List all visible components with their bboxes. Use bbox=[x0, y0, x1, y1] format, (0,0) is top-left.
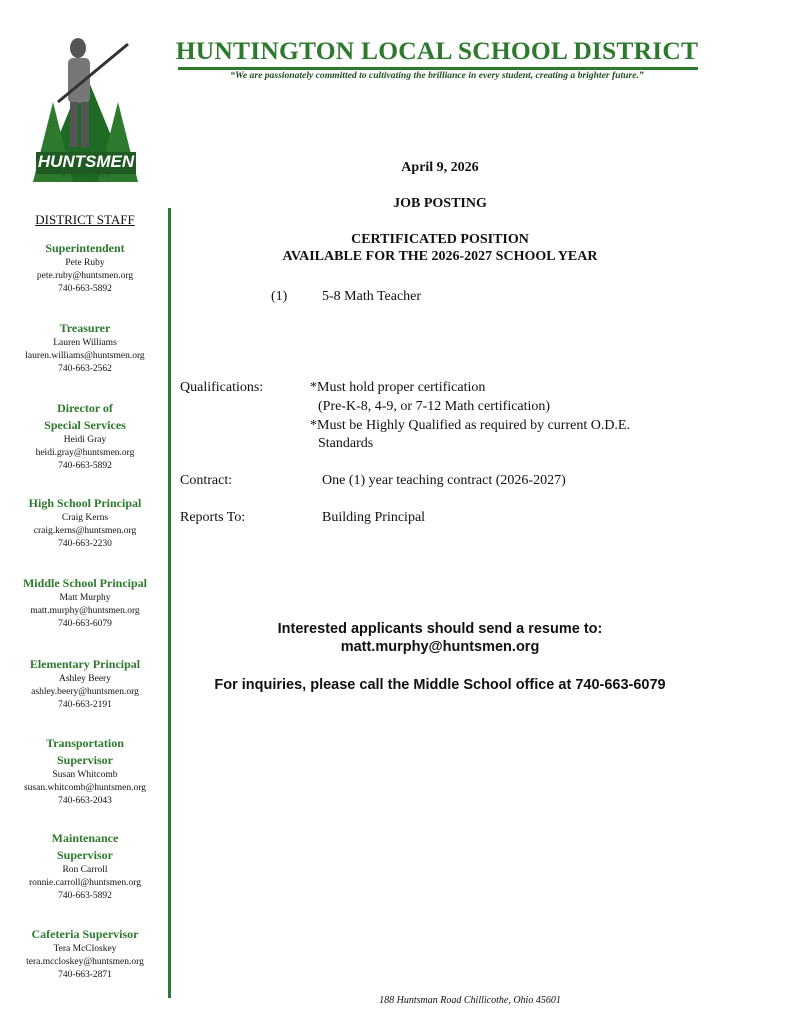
staff-phone: 740-663-5892 bbox=[58, 461, 112, 471]
huntsmen-logo bbox=[28, 32, 143, 192]
apply-instructions: Interested applicants should send a resume to: bbox=[277, 621, 603, 637]
staff-name: Ashley Beery bbox=[59, 674, 111, 684]
staff-title: High School Principal bbox=[28, 496, 142, 510]
position-title: 5-8 Math Teacher bbox=[322, 289, 422, 304]
staff-entry bbox=[0, 656, 170, 712]
staff-title: Elementary Principal bbox=[29, 657, 141, 671]
qualification-line: *Must be Highly Qualified as required by current O.D.E. bbox=[310, 418, 630, 433]
staff-email[interactable]: heidi.gray@huntsmen.org bbox=[35, 448, 135, 458]
staff-phone: 740-663-2191 bbox=[58, 700, 112, 710]
staff-entry bbox=[0, 400, 170, 473]
staff-title: Transportation bbox=[46, 736, 124, 750]
staff-email[interactable]: lauren.williams@huntsmen.org bbox=[25, 351, 145, 361]
district-title: HUNTINGTON LOCAL SCHOOL DISTRICT bbox=[175, 36, 699, 65]
contract-label: Contract: bbox=[180, 473, 233, 488]
qualifications-label: Qualifications: bbox=[180, 380, 264, 395]
staff-entry bbox=[0, 735, 170, 808]
staff-name: Heidi Gray bbox=[63, 435, 107, 445]
staff-entry bbox=[0, 830, 170, 903]
staff-title: Cafeteria Supervisor bbox=[31, 927, 139, 941]
staff-entry bbox=[0, 240, 170, 296]
staff-entry bbox=[0, 575, 170, 631]
staff-title: Middle School Principal bbox=[22, 576, 147, 590]
position-count: (1) bbox=[271, 289, 288, 304]
footer-address: 188 Huntsman Road Chillicothe, Ohio 45601 bbox=[379, 995, 561, 1006]
staff-title: Superintendent bbox=[45, 241, 125, 255]
staff-name: Ron Carroll bbox=[62, 865, 108, 875]
logo-subtext: HUNTINGTON bbox=[61, 173, 111, 179]
reports-value: Building Principal bbox=[322, 510, 426, 525]
staff-email[interactable]: ronnie.carroll@huntsmen.org bbox=[29, 878, 141, 888]
staff-title: Supervisor bbox=[56, 848, 113, 862]
staff-phone: 740-663-2562 bbox=[58, 364, 112, 374]
posting-heading: JOB POSTING bbox=[393, 196, 487, 211]
staff-phone: 740-663-2043 bbox=[58, 796, 112, 806]
staff-entry bbox=[0, 926, 170, 982]
reports-label: Reports To: bbox=[180, 510, 246, 525]
qualification-line: *Must hold proper certification bbox=[310, 380, 486, 395]
posting-date: April 9, 2026 bbox=[401, 160, 479, 175]
staff-email[interactable]: pete.ruby@huntsmen.org bbox=[36, 271, 134, 281]
staff-name: Craig Kerns bbox=[61, 513, 109, 523]
position-type: CERTIFICATED POSITION bbox=[351, 232, 529, 247]
tagline: “We are passionately committed to cultivating the brilliance in every student, creating a brighter future.” bbox=[230, 70, 644, 81]
staff-phone: 740-663-6079 bbox=[58, 619, 112, 629]
staff-title: Special Services bbox=[44, 418, 126, 432]
staff-email[interactable]: craig.kerns@huntsmen.org bbox=[33, 526, 137, 536]
staff-name: Matt Murphy bbox=[59, 593, 111, 603]
staff-phone: 740-663-5892 bbox=[58, 891, 112, 901]
district-staff-heading: DISTRICT STAFF bbox=[35, 212, 135, 227]
staff-title: Maintenance bbox=[51, 831, 119, 845]
staff-title: Treasurer bbox=[59, 321, 111, 335]
apply-email[interactable]: matt.murphy@huntsmen.org bbox=[340, 639, 540, 655]
staff-email[interactable]: tera.mccloskey@huntsmen.org bbox=[26, 957, 144, 967]
staff-email[interactable]: ashley.beery@huntsmen.org bbox=[31, 687, 139, 697]
staff-name: Pete Ruby bbox=[65, 258, 105, 268]
staff-email[interactable]: susan.whitcomb@huntsmen.org bbox=[23, 783, 147, 793]
staff-title: Director of bbox=[57, 401, 113, 415]
staff-name: Lauren Williams bbox=[53, 338, 117, 348]
qualification-line: Standards bbox=[318, 436, 374, 451]
staff-title: Supervisor bbox=[56, 753, 113, 767]
school-year: AVAILABLE FOR THE 2026-2027 SCHOOL YEAR bbox=[282, 249, 598, 264]
staff-phone: 740-663-2230 bbox=[58, 539, 112, 549]
staff-phone: 740-663-5892 bbox=[58, 284, 112, 294]
staff-phone: 740-663-2871 bbox=[58, 970, 112, 980]
qualification-line: (Pre-K-8, 4-9, or 7-12 Math certification) bbox=[318, 399, 551, 414]
staff-entry bbox=[0, 320, 170, 376]
staff-entry bbox=[0, 495, 170, 551]
inquiries-text: For inquiries, please call the Middle School office at 740-663-6079 bbox=[214, 677, 666, 693]
contract-value: One (1) year teaching contract (2026-2027) bbox=[322, 473, 566, 488]
staff-name: Tera McCloskey bbox=[53, 944, 117, 954]
logo-text: HUNTSMEN bbox=[37, 152, 135, 171]
staff-email[interactable]: matt.murphy@huntsmen.org bbox=[30, 606, 140, 616]
staff-name: Susan Whitcomb bbox=[52, 770, 118, 780]
